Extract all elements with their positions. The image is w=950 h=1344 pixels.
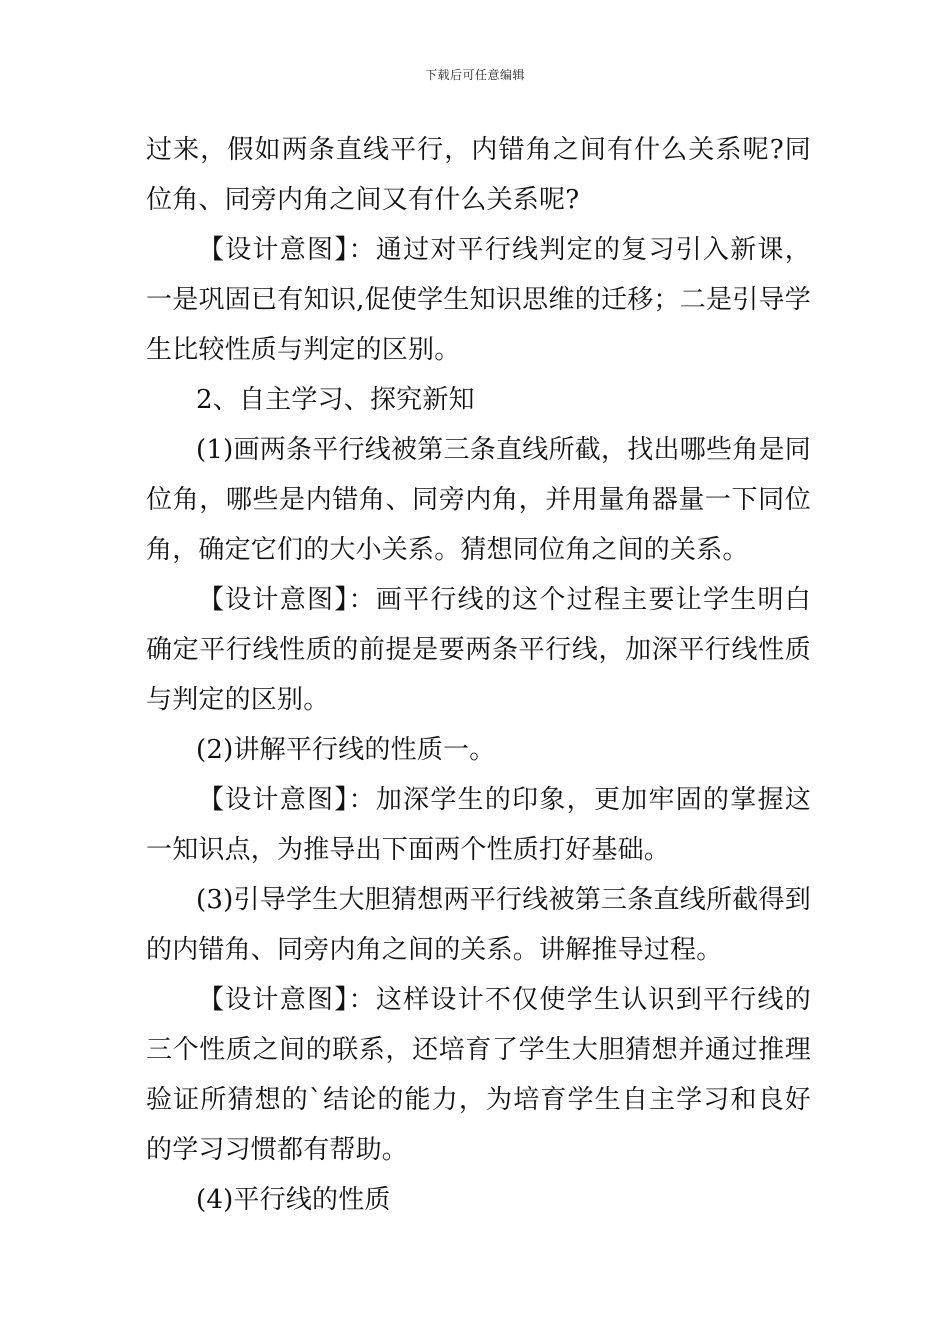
paragraph: 过来，假如两条直线平行，内错角之间有什么关系呢?同位角、同旁内角之间又有什么关系呢? [146, 135, 811, 215]
paragraph: 【设计意图】：画平行线的这个过程主要让学生明白确定平行线性质的前提是要两条平行线，加深平行线性质与判定的区别。 [146, 585, 811, 715]
page-header: 下载后可任意编辑 [424, 68, 525, 82]
paragraph: (1)画两条平行线被第三条直线所截，找出哪些角是同位角，哪些是内错角、同旁内角，并用量角器量一下同位角，确定它们的大小关系。猜想同位角之间的关系。 [146, 435, 811, 565]
paragraph: (4)平行线的性质 [196, 1185, 391, 1215]
paragraph: 【设计意图】：加深学生的印象，更加牢固的掌握这一知识点，为推导出下面两个性质打好基础。 [146, 785, 811, 865]
paragraph: (3)引导学生大胆猜想两平行线被第三条直线所截得到的内错角、同旁内角之间的关系。讲解推导过程。 [146, 885, 811, 965]
paragraph: 【设计意图】：通过对平行线判定的复习引入新课，一是巩固已有知识,促使学生知识思维的迁移；二是引导学生比较性质与判定的区别。 [146, 235, 811, 365]
document-body [146, 125, 811, 1225]
paragraph: 【设计意图】：这样设计不仅使学生认识到平行线的三个性质之间的联系，还培育了学生大胆猜想并通过推理验证所猜想的`结论的能力，为培育学生自主学习和良好的学习习惯都有帮助。 [146, 985, 811, 1165]
paragraph: (2)讲解平行线的性质一。 [196, 735, 496, 765]
section-heading: 2、自主学习、探究新知 [196, 385, 475, 415]
